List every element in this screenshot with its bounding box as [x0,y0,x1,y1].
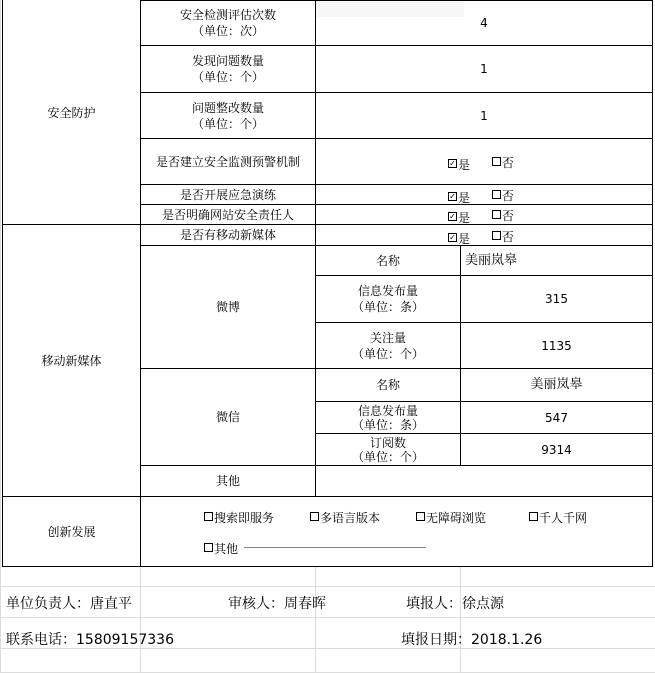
unchecked-icon [492,210,501,219]
unchecked-icon [204,543,213,552]
yes-checkbox[interactable]: ✓ 是 [449,158,471,172]
wechat-posts-value: 547 [545,410,568,425]
checked-icon: ✓ [449,233,456,242]
unchecked-icon [492,190,501,199]
section-security-label: 安全防护 [47,105,96,120]
option-other[interactable]: 其他 [204,540,238,557]
option-accessibility[interactable]: 无障碍浏览 [416,509,486,526]
issues-fixed-value: 1 [480,108,488,123]
warning-mechanism-label: 是否建立安全监测预警机制 [155,154,300,169]
unchecked-icon [416,512,425,521]
weibo-posts-label: 信息发布量 （单位：条） [351,284,424,314]
no-checkbox[interactable]: 否 [492,228,514,245]
has-mobile-media-options [448,228,514,247]
unchecked-icon [204,512,213,521]
weibo-name-label: 名称 [375,253,400,268]
report-date: 填报日期：2018.1.26 [401,632,543,648]
unchecked-icon [529,512,538,521]
no-checkbox[interactable]: 否 [492,187,514,204]
safety-check-count-label: 安全检测评估次数 （单位：次） [179,8,276,38]
security-owner-options [448,207,514,226]
issues-found-value: 1 [480,62,488,76]
checked-icon: ✓ [449,192,456,201]
unchecked-icon [310,512,319,521]
option-search-service[interactable]: 搜索即服务 [204,509,274,526]
yes-checkbox[interactable]: ✓ 是 [449,191,471,205]
yes-checkbox[interactable]: ✓ 是 [449,232,471,246]
issues-found-label: 发现问题数量 （单位：个） [191,54,264,84]
unchecked-icon [492,157,501,166]
other-media-label: 其他 [215,474,240,488]
reviewer: 审核人：周春晖 [228,596,326,612]
section-mobile-label: 移动新媒体 [41,353,102,368]
warning-mechanism-options [448,154,514,173]
has-mobile-media-label: 是否有移动新媒体 [179,228,276,242]
weibo-follow-label: 关注量 （单位：个） [351,330,424,361]
no-checkbox[interactable]: 否 [492,207,514,224]
weibo-name-value: 美丽岚皋 [465,252,518,268]
unchecked-icon [492,231,501,240]
wechat-label: 微信 [215,410,240,424]
option-personalized-web[interactable]: 千人千网 [529,509,587,526]
weibo-follow-value: 1135 [541,338,572,353]
option-multilingual[interactable]: 多语言版本 [310,509,380,526]
no-checkbox[interactable]: 否 [492,154,514,171]
wechat-subs-label: 订阅数 （单位：个） [351,435,424,464]
wechat-posts-label: 信息发布量 （单位：条） [351,403,424,432]
section-innovation-label: 创新发展 [47,524,96,539]
unit-head: 单位负责人：唐直平 [6,596,132,612]
emergency-drill-label: 是否开展应急演练 [179,187,276,202]
issues-fixed-label: 问题整改数量 （单位：个） [191,100,264,131]
filler: 填报人：徐点源 [406,596,504,612]
checked-icon: ✓ [449,212,456,221]
option-other-line: ____________________________________________________ [244,540,426,548]
weibo-posts-value: 315 [545,292,568,306]
emergency-drill-options [448,187,514,206]
yes-checkbox[interactable]: ✓ 是 [449,211,471,225]
wechat-name-label: 名称 [375,378,400,392]
weibo-label: 微博 [215,300,240,314]
safety-check-count-value: 4 [480,16,488,30]
wechat-subs-value: 9314 [541,442,572,457]
security-owner-label: 是否明确网站安全责任人 [161,207,294,222]
wechat-name-value: 美丽岚皋 [530,377,583,392]
checked-icon: ✓ [449,159,456,168]
contact-phone: 联系电话：15809157336 [6,632,174,648]
